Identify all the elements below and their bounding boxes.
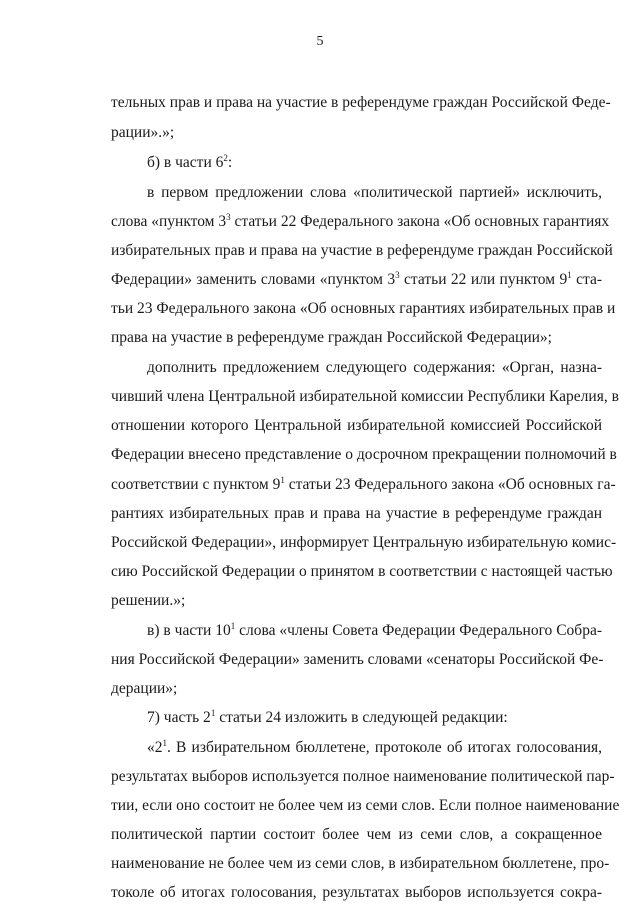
superscript: 3 (395, 270, 400, 280)
superscript: 1 (567, 270, 572, 280)
text-line: ния Российской Федерации» заменить словами «сенаторы Российской Фе- (111, 651, 604, 668)
text-line: в) в части $10^1$ слова «члены Совета Федерации Федерального Собра- (147, 621, 602, 639)
text-line: дополнить предложением следующего содержания: «Орган, назна- (147, 359, 602, 376)
superscript: 2 (223, 153, 228, 163)
text-line: 7) часть $2^1$ статьи 24 изложить в следующей редакции: (147, 708, 508, 726)
text-line: Российской Федерации», информирует Центральную избирательную комис- (111, 534, 617, 551)
text-line: б) в части $6^2$: (147, 153, 233, 171)
text-line: права на участие в референдуме граждан Российской Федерации»; (111, 329, 552, 346)
page-number: 5 (316, 34, 324, 49)
text-line: решении.»; (111, 592, 186, 609)
superscript: 1 (280, 475, 285, 485)
superscript: 1 (162, 738, 167, 748)
text-line: сию Российской Федерации о принятом в соответствии с настоящей частью (111, 563, 613, 580)
text-line: «$2^1$. В избирательном бюллетене, протоколе об итогах голосования, (147, 738, 602, 756)
text-line: результатах выборов используется полное наименование политической пар- (111, 768, 615, 785)
text-line: политической партии состоит более чем из семи слов, а сокращенное (111, 826, 602, 843)
text-line: отношении которого Центральной избирательной комиссией Российской (111, 417, 602, 434)
text-line: рации».»; (111, 124, 175, 141)
text-line: чивший члена Центральной избирательной комиссии Республики Карелия, в (111, 388, 619, 405)
text-line: дерации»; (111, 680, 178, 697)
text-line: рантиях избирательных прав и права на участие в референдуме граждан (111, 505, 602, 522)
text-line: слова «пунктом $3^3$ статьи 22 Федерального закона «Об основных гарантиях (111, 212, 610, 230)
superscript: 1 (230, 621, 236, 631)
superscript: 3 (226, 212, 231, 222)
text-line: избирательных прав и права на участие в референдуме граждан Российской (111, 242, 613, 259)
text-line: тельных прав и права на участие в референдуме граждан Российской Феде- (111, 94, 611, 111)
text-line: тьи 23 Федерального закона «Об основных гарантиях избирательных прав и (111, 300, 616, 317)
text-line: соответствии с пунктом $9^1$ статьи 23 Федерального закона «Об основных га- (111, 475, 616, 493)
superscript: 1 (210, 708, 216, 718)
text-line: в первом предложении слова «политической партией» исключить, (147, 184, 602, 201)
text-line: Федерации» заменить словами «пунктом $3^3$ статьи 22 или пунктом $9^1$ ста- (111, 270, 602, 288)
text-line: наименование не более чем из семи слов, в избирательном бюллетене, про- (111, 855, 610, 872)
text-line: токоле об итогах голосования, результатах выборов используется сокра- (111, 884, 602, 901)
text-line: тии, если оно состоит не более чем из семи слов. Если полное наименование (111, 797, 620, 814)
text-line: Федерации внесено представление о досрочном прекращении полномочий в (111, 446, 617, 463)
